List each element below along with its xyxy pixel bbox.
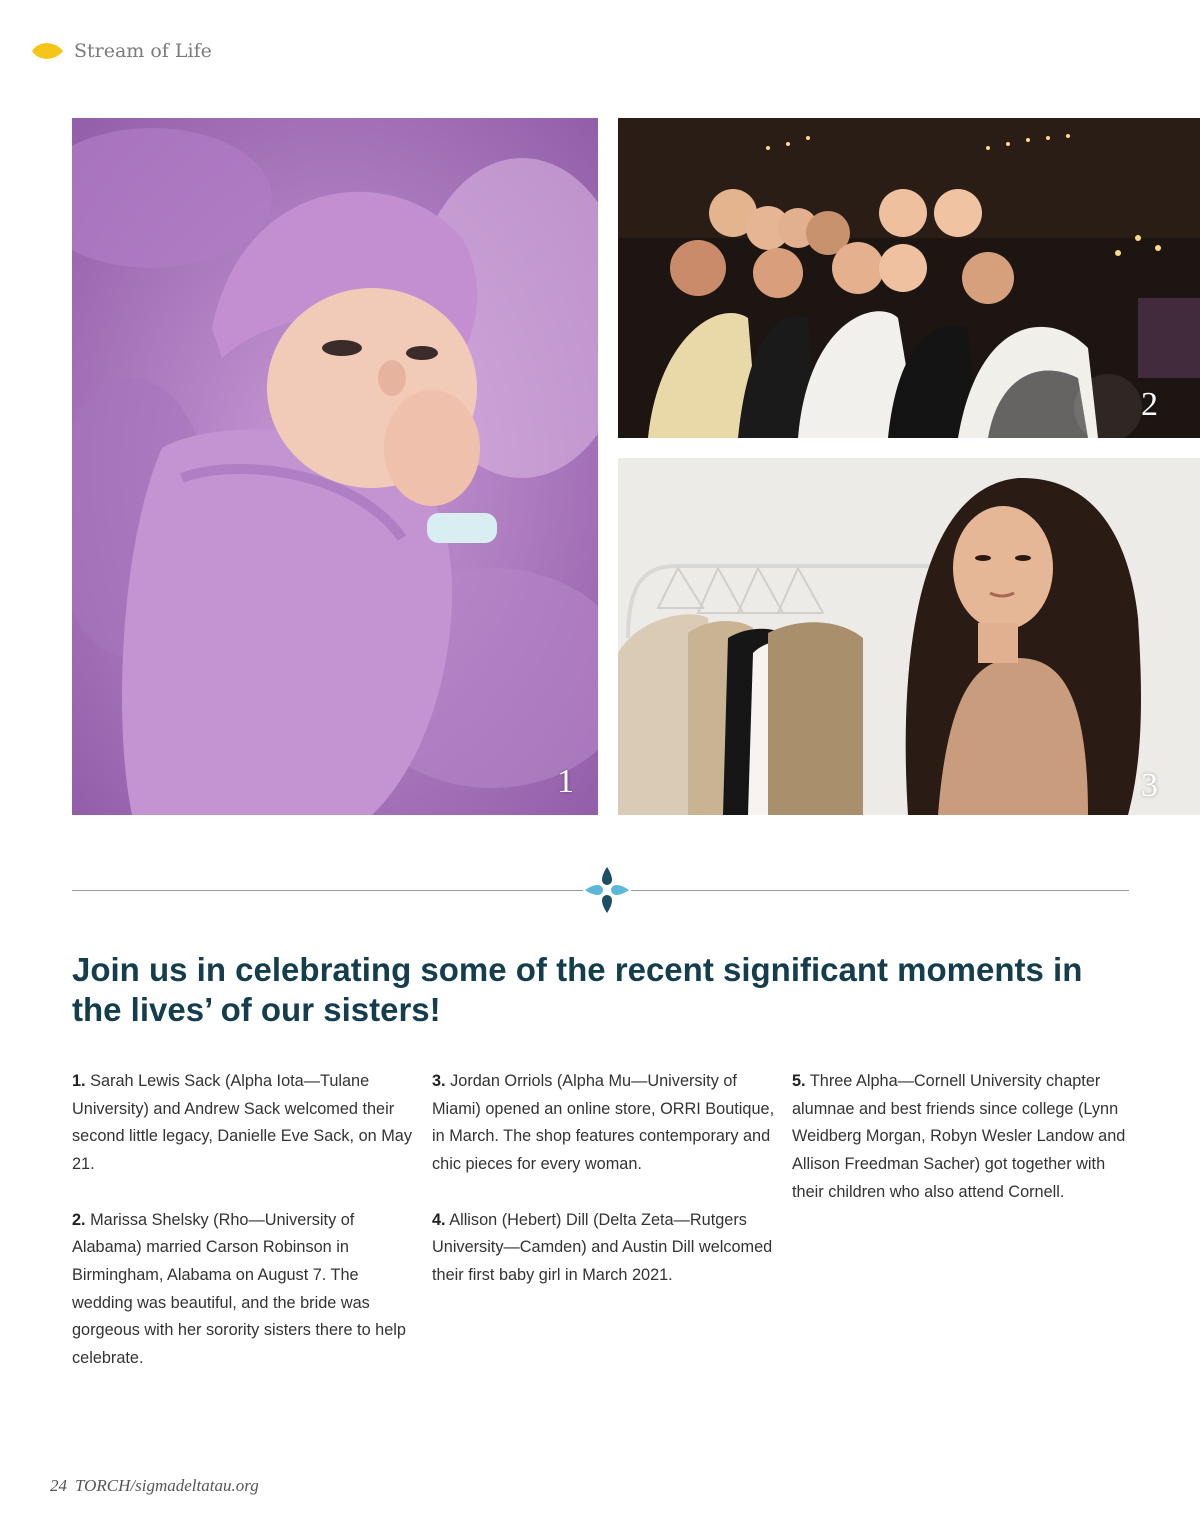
photo-baby	[72, 118, 598, 815]
item-number: 5.	[792, 1072, 806, 1090]
item-text: Marissa Shelsky (Rho—University of Alabama) married Carson Robinson in Birmingham, Alabama on August 7. The wedding was beautiful, and the bride was gorgeous with her sorority sisters there to help celebrate.	[72, 1210, 406, 1368]
item-text: Jordan Orriols (Alpha Mu—University of Miami) opened an online store, ORRI Boutique, in March. The shop features contemporary and chic pieces for every woman.	[432, 1072, 775, 1174]
item-text: Allison (Hebert) Dill (Delta Zeta—Rutgers University—Camden) and Austin Dill welcomed their first baby girl in March 2021.	[432, 1210, 773, 1284]
photo-wedding-group	[618, 118, 1200, 438]
column-2	[432, 1068, 777, 1317]
section-title: Stream of Life	[74, 40, 212, 62]
moment-item-4	[432, 1207, 777, 1290]
photo-number-1: 1	[557, 763, 574, 800]
moment-item-3	[432, 1068, 777, 1179]
page-footer	[50, 1476, 259, 1496]
item-text: Three Alpha—Cornell University chapter alumnae and best friends since college (Lynn Weidberg Morgan, Robyn Wesler Landow and Allison Freedman Sacher) got together with their children who also attend Cornell.	[792, 1072, 1126, 1201]
photo-boutique	[618, 458, 1200, 815]
moment-item-1	[72, 1068, 412, 1179]
baby-photo-image	[72, 118, 598, 815]
item-number: 1.	[72, 1072, 86, 1090]
section-label	[30, 36, 212, 66]
leaf-drop-icon	[30, 40, 64, 62]
item-number: 3.	[432, 1072, 446, 1090]
publication-url: TORCH/sigmadeltatau.org	[75, 1476, 259, 1495]
page-number: 24	[50, 1476, 67, 1495]
headline: Join us in celebrating some of the recent significant moments in the lives’ of our sisters!	[72, 951, 1083, 1028]
moment-item-5	[792, 1068, 1137, 1207]
boutique-photo-image	[618, 458, 1200, 815]
wedding-photo-image	[618, 118, 1200, 438]
column-1	[72, 1068, 412, 1400]
fleuron-ornament-icon	[583, 865, 631, 915]
column-3	[792, 1068, 1137, 1234]
item-text: Sarah Lewis Sack (Alpha Iota—Tulane University) and Andrew Sack welcomed their second little legacy, Danielle Eve Sack, on May 21.	[72, 1072, 412, 1174]
item-number: 2.	[72, 1210, 86, 1229]
photo-number-3: 3	[1141, 767, 1158, 804]
item-number: 4.	[432, 1210, 446, 1229]
photo-number-2: 2	[1141, 386, 1158, 423]
moment-item-2	[72, 1207, 412, 1373]
